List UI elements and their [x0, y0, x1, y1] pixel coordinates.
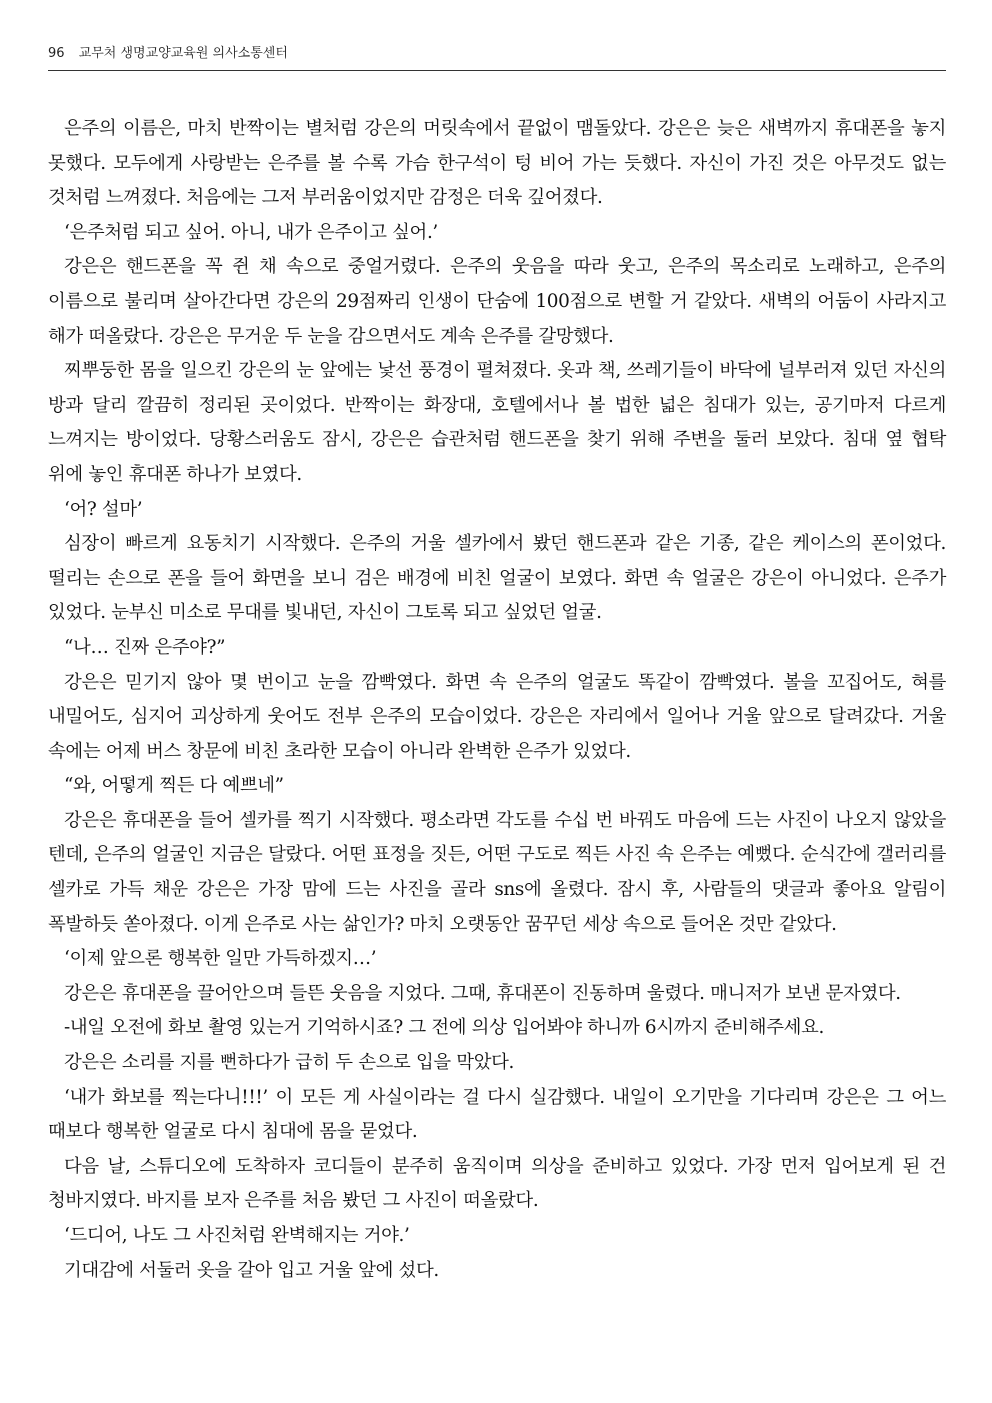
- paragraph: 강은은 소리를 지를 뻔하다가 급히 두 손으로 입을 막았다.: [64, 1052, 515, 1074]
- paragraph: 기대감에 서둘러 옷을 갈아 입고 거울 앞에 섰다.: [64, 1259, 439, 1281]
- paragraph: ‘은주처럼 되고 싶어. 아니, 내가 은주이고 싶어.’: [64, 221, 438, 243]
- paragraph: ‘내가 화보를 찍는다니!!!’ 이 모든 게 사실이라는 걸 다시 실감했다. 내일이 오기만을 기다리며 강은은 그 어느 때보다 행복한 얼굴로 다시 침대에 몸을 묻었다.: [48, 1086, 946, 1143]
- paragraph: ‘어? 설마’: [64, 498, 143, 520]
- paragraph: 찌뿌둥한 몸을 일으킨 강은의 눈 앞에는 낯선 풍경이 펼쳐졌다. 옷과 책, 쓰레기들이 바닥에 널부러져 있던 자신의 방과 달리 깔끔히 정리된 곳이었다. 반짝이는 화장대, 호텔에서나 볼 법한 넓은 침대가 있는, 공기마저 다르게 느껴지는 방이었다. 당황스러움도 잠시, 강은은 습관처럼 핸드폰을 찾기 위해 주변을 둘러 보았다. 침대 옆 협탁 위에 놓인 휴대폰 하나가 보였다.: [48, 360, 946, 485]
- paragraph: 강은은 믿기지 않아 몇 번이고 눈을 깜빡였다. 화면 속 은주의 얼굴도 똑같이 깜빡였다. 볼을 꼬집어도, 혀를 내밀어도, 심지어 괴상하게 웃어도 전부 은주의 모습이었다. 강은은 자리에서 일어나 거울 앞으로 달려갔다. 거울 속에는 어제 버스 창문에 비친 초라한 모습이 아니라 완벽한 은주가 있었다.: [48, 671, 946, 762]
- paragraph: 강은은 핸드폰을 꼭 쥔 채 속으로 중얼거렸다. 은주의 웃음을 따라 웃고, 은주의 목소리로 노래하고, 은주의 이름으로 불리며 살아간다면 강은의 29점짜리 인생이 단숨에 100점으로 변할 거 같았다. 새벽의 어둠이 사라지고 해가 떠올랐다. 강은은 무거운 두 눈을 감으면서도 계속 은주를 갈망했다.: [48, 256, 946, 347]
- header-title: 교무처 생명교양교육원 의사소통센터: [78, 46, 288, 61]
- paragraph: 은주의 이름은, 마치 반짝이는 별처럼 강은의 머릿속에서 끝없이 맴돌았다. 강은은 늦은 새벽까지 휴대폰을 놓지 못했다. 모두에게 사랑받는 은주를 볼 수록 가슴 한구석이 텅 비어 가는 듯했다. 자신이 가진 것은 아무것도 없는 것처럼 느껴졌다. 처음에는 그저 부러움이었지만 감정은 더욱 깊어졌다.: [48, 118, 946, 209]
- paragraph: ‘드디어, 나도 그 사진처럼 완벽해지는 거야.’: [64, 1225, 410, 1246]
- paragraph: “와, 어떻게 찍든 다 예쁘네”: [64, 775, 284, 797]
- page-number: 96: [48, 46, 65, 61]
- body-text: [48, 112, 946, 1288]
- paragraph: 심장이 빠르게 요동치기 시작했다. 은주의 거울 셀카에서 봤던 핸드폰과 같은 기종, 같은 케이스의 폰이었다. 떨리는 손으로 폰을 들어 화면을 보니 검은 배경에 비친 얼굴이 보였다. 화면 속 얼굴은 강은이 아니었다. 은주가 있었다. 눈부신 미소로 무대를 빛내던, 자신이 그토록 되고 싶었던 얼굴.: [48, 533, 946, 624]
- paragraph: 다음 날, 스튜디오에 도착하자 코디들이 분주히 움직이며 의상을 준비하고 있었다. 가장 먼저 입어보게 된 건 청바지였다. 바지를 보자 은주를 처음 봤던 그 사진이 떠올랐다.: [48, 1155, 946, 1212]
- paragraph: 강은은 휴대폰을 끌어안으며 들뜬 웃음을 지었다. 그때, 휴대폰이 진동하며 울렸다. 매니저가 보낸 문자였다.: [64, 982, 901, 1004]
- paragraph: “나… 진짜 은주야?”: [64, 636, 226, 658]
- paragraph: ‘이제 앞으론 행복한 일만 가득하겠지…’: [64, 948, 377, 970]
- paragraph: -내일 오전에 화보 촬영 있는거 기억하시죠? 그 전에 의상 입어봐야 하니까 6시까지 준비해주세요.: [64, 1017, 824, 1039]
- paragraph: 강은은 휴대폰을 들어 셀카를 찍기 시작했다. 평소라면 각도를 수십 번 바꿔도 마음에 드는 사진이 나오지 않았을 텐데, 은주의 얼굴인 지금은 달랐다. 어떤 표정을 짓든, 어떤 구도로 찍든 사진 속 은주는 예뻤다. 순식간에 갤러리를 셀카로 가득 채운 강은은 가장 맘에 드는 사진을 골라 sns에 올렸다. 잠시 후, 사람들의 댓글과 좋아요 알림이 폭발하듯 쏟아졌다. 이게 은주로 사는 삶인가? 마치 오랫동안 꿈꾸던 세상 속으로 들어온 것만 같았다.: [48, 809, 946, 935]
- page-header: [48, 44, 946, 71]
